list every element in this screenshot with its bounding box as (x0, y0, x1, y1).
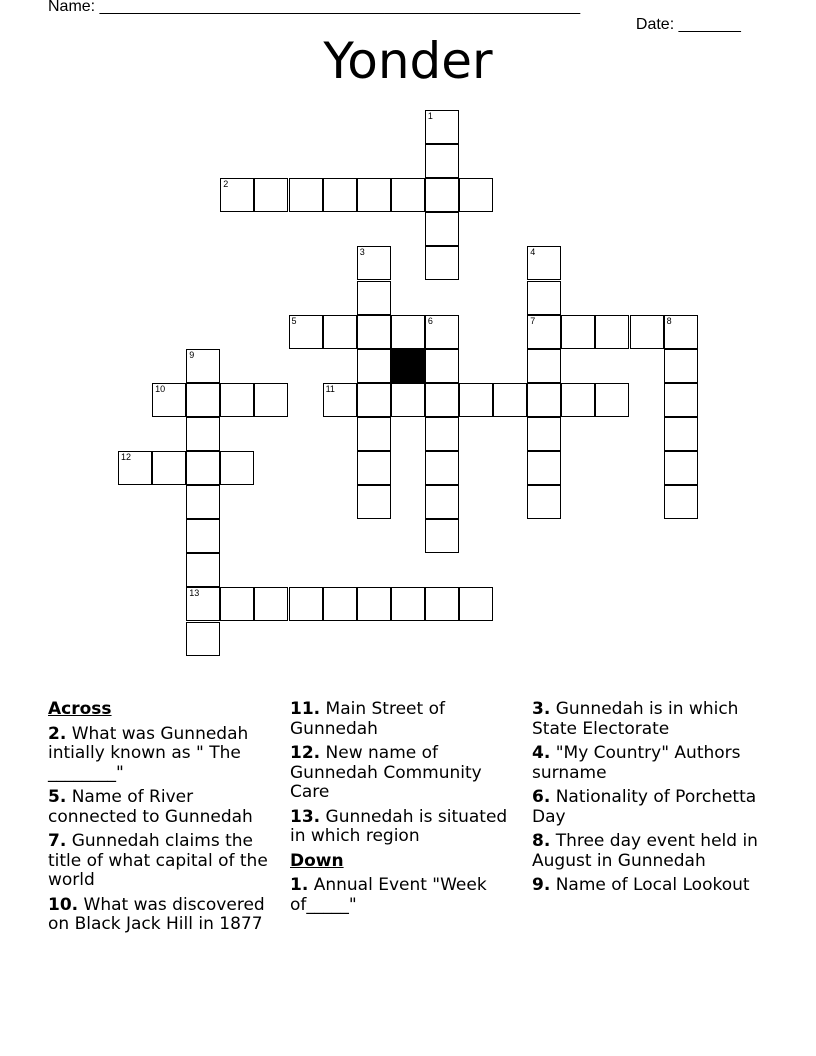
clues-column-2 (290, 700, 520, 920)
clue-number: 3. (532, 699, 551, 719)
clue-text: Annual Event "Week of_____" (290, 875, 487, 915)
grid-cell[interactable] (459, 383, 493, 417)
grid-cell[interactable] (357, 587, 391, 621)
grid-cell[interactable] (459, 587, 493, 621)
grid-cell[interactable] (186, 519, 220, 553)
clue-text: Gunnedah is situated in which region (290, 806, 508, 846)
grid-cell[interactable] (357, 383, 391, 417)
grid-cell[interactable] (289, 587, 323, 621)
grid-cell[interactable] (220, 178, 254, 212)
grid-cell[interactable] (527, 451, 561, 485)
grid-cell[interactable] (664, 383, 698, 417)
clue-text: Name of River connected to Gunnedah (48, 787, 253, 827)
grid-cell[interactable] (527, 485, 561, 519)
grid-cell[interactable] (323, 178, 357, 212)
clue-across-13 (290, 808, 520, 847)
cell-number: 4 (530, 247, 536, 258)
grid-cell[interactable] (425, 587, 459, 621)
grid-cell[interactable] (664, 417, 698, 451)
grid-cell[interactable] (186, 622, 220, 656)
grid-cell[interactable] (220, 383, 254, 417)
grid-cell[interactable] (357, 178, 391, 212)
grid-cell[interactable] (664, 451, 698, 485)
clue-text: Gunnedah claims the title of what capital of the world (48, 831, 268, 890)
grid-cell[interactable] (527, 383, 561, 417)
grid-cell[interactable] (357, 485, 391, 519)
cell-number: 11 (325, 383, 335, 394)
clue-across-10 (48, 896, 278, 935)
grid-cell[interactable] (186, 485, 220, 519)
grid-cell[interactable] (323, 315, 357, 349)
clue-number: 2. (48, 723, 67, 744)
clue-down-4 (532, 744, 762, 783)
clue-down-1 (290, 876, 520, 915)
grid-cell[interactable] (595, 315, 629, 349)
grid-cell[interactable] (664, 485, 698, 519)
clue-text: What was Gunnedah intially known as " The ________" (48, 723, 249, 783)
clue-number: 7. (48, 831, 67, 851)
clue-down-3 (532, 700, 762, 739)
clue-number: 5. (48, 787, 67, 807)
grid-cell[interactable] (425, 110, 459, 144)
grid-cell[interactable] (323, 383, 357, 417)
grid-cell[interactable] (425, 485, 459, 519)
grid-cell[interactable] (391, 587, 425, 621)
puzzle-title: Yonder (323, 32, 493, 90)
clue-text: Main Street of Gunnedah (290, 699, 445, 739)
date-label: Date: (635, 16, 679, 33)
grid-cell[interactable] (254, 383, 288, 417)
grid-cell[interactable] (527, 349, 561, 383)
cell-number: 9 (189, 349, 195, 360)
grid-cell[interactable] (425, 212, 459, 246)
clue-number: 8. (532, 831, 551, 851)
cell-number: 12 (121, 452, 132, 462)
grid-cell[interactable] (425, 451, 459, 485)
grid-cell[interactable] (425, 246, 459, 280)
grid-cell[interactable] (220, 587, 254, 621)
clue-text: What was discovered on Black Jack Hill in 1877 (48, 894, 265, 934)
grid-cell[interactable] (254, 587, 288, 621)
grid-cell[interactable] (527, 417, 561, 451)
grid-cell[interactable] (186, 349, 220, 383)
grid-cell[interactable] (289, 315, 323, 349)
clue-down-9 (532, 876, 762, 896)
clue-number: 1. (290, 875, 309, 895)
name-line[interactable]: ______________________________________________________ (99, 0, 581, 15)
clue-number: 12. (290, 743, 321, 763)
grid-cell[interactable] (254, 178, 288, 212)
clue-across-7 (48, 832, 278, 891)
grid-cell[interactable] (357, 451, 391, 485)
clue-across-11 (290, 700, 520, 739)
cell-number: 8 (666, 315, 672, 326)
grid-cell[interactable] (357, 349, 391, 383)
grid-cell[interactable] (664, 349, 698, 383)
clue-text: New name of Gunnedah Community Care (290, 743, 482, 802)
grid-cell[interactable] (425, 349, 459, 383)
grid-cell[interactable] (186, 383, 220, 417)
cell-number: 1 (427, 111, 433, 121)
grid-cell[interactable] (152, 383, 186, 417)
grid-cell[interactable] (425, 178, 459, 212)
grid-cell[interactable] (152, 451, 186, 485)
grid-cell[interactable] (186, 587, 220, 621)
grid-cell[interactable] (186, 451, 220, 485)
grid-black-cell (391, 349, 425, 383)
cell-number: 2 (223, 179, 229, 190)
clue-down-8 (532, 832, 762, 871)
clue-across-5 (48, 788, 278, 827)
clue-text: Nationality of Porchetta Day (532, 787, 757, 827)
grid-cell[interactable] (357, 417, 391, 451)
name-label: Name: (48, 0, 100, 15)
clue-across-2 (48, 725, 278, 784)
grid-cell[interactable] (186, 417, 220, 451)
across-heading: Across (48, 699, 112, 719)
cell-number: 10 (155, 383, 166, 394)
cell-number: 6 (427, 315, 433, 326)
grid-cell[interactable] (425, 519, 459, 553)
clue-number: 10. (48, 894, 79, 915)
clue-number: 13. (290, 806, 321, 827)
clue-text: Name of Local Lookout (555, 875, 750, 895)
cell-number: 13 (189, 588, 200, 599)
grid-cell[interactable] (357, 246, 391, 280)
grid-cell[interactable] (391, 315, 425, 349)
cell-number: 3 (359, 247, 365, 258)
grid-cell[interactable] (595, 383, 629, 417)
grid-cell[interactable] (527, 281, 561, 315)
grid-cell[interactable] (425, 417, 459, 451)
grid-cell[interactable] (357, 281, 391, 315)
grid-cell[interactable] (425, 383, 459, 417)
grid-cell[interactable] (630, 315, 664, 349)
grid-cell[interactable] (391, 383, 425, 417)
clues-column-1 (48, 700, 278, 940)
grid-cell[interactable] (527, 315, 561, 349)
clue-number: 9. (532, 875, 551, 895)
grid-cell[interactable] (289, 178, 323, 212)
grid-cell[interactable] (664, 315, 698, 349)
grid-cell[interactable] (357, 315, 391, 349)
clue-text: Gunnedah is in which State Electorate (532, 699, 739, 739)
grid-cell[interactable] (561, 383, 595, 417)
grid-cell[interactable] (561, 315, 595, 349)
cell-number: 7 (530, 315, 536, 326)
clue-number: 6. (532, 787, 551, 807)
grid-cell[interactable] (425, 315, 459, 349)
clue-number: 4. (532, 743, 551, 763)
date-line[interactable]: _______ (678, 16, 741, 33)
clue-down-6 (532, 788, 762, 827)
clues-column-3 (532, 700, 762, 901)
grid-cell[interactable] (459, 178, 493, 212)
clue-across-12 (290, 744, 520, 803)
cell-number: 5 (291, 315, 297, 326)
grid-cell[interactable] (323, 587, 357, 621)
grid-cell[interactable] (425, 144, 459, 178)
grid-cell[interactable] (186, 553, 220, 587)
clue-text: "My Country" Authors surname (532, 743, 741, 783)
grid-cell[interactable] (220, 451, 254, 485)
grid-cell[interactable] (118, 451, 152, 485)
grid-cell[interactable] (493, 383, 527, 417)
clue-text: Three day event held in August in Gunnedah (532, 831, 758, 871)
grid-cell[interactable] (527, 246, 561, 280)
clue-number: 11. (290, 699, 321, 719)
down-heading: Down (290, 850, 344, 871)
grid-cell[interactable] (391, 178, 425, 212)
